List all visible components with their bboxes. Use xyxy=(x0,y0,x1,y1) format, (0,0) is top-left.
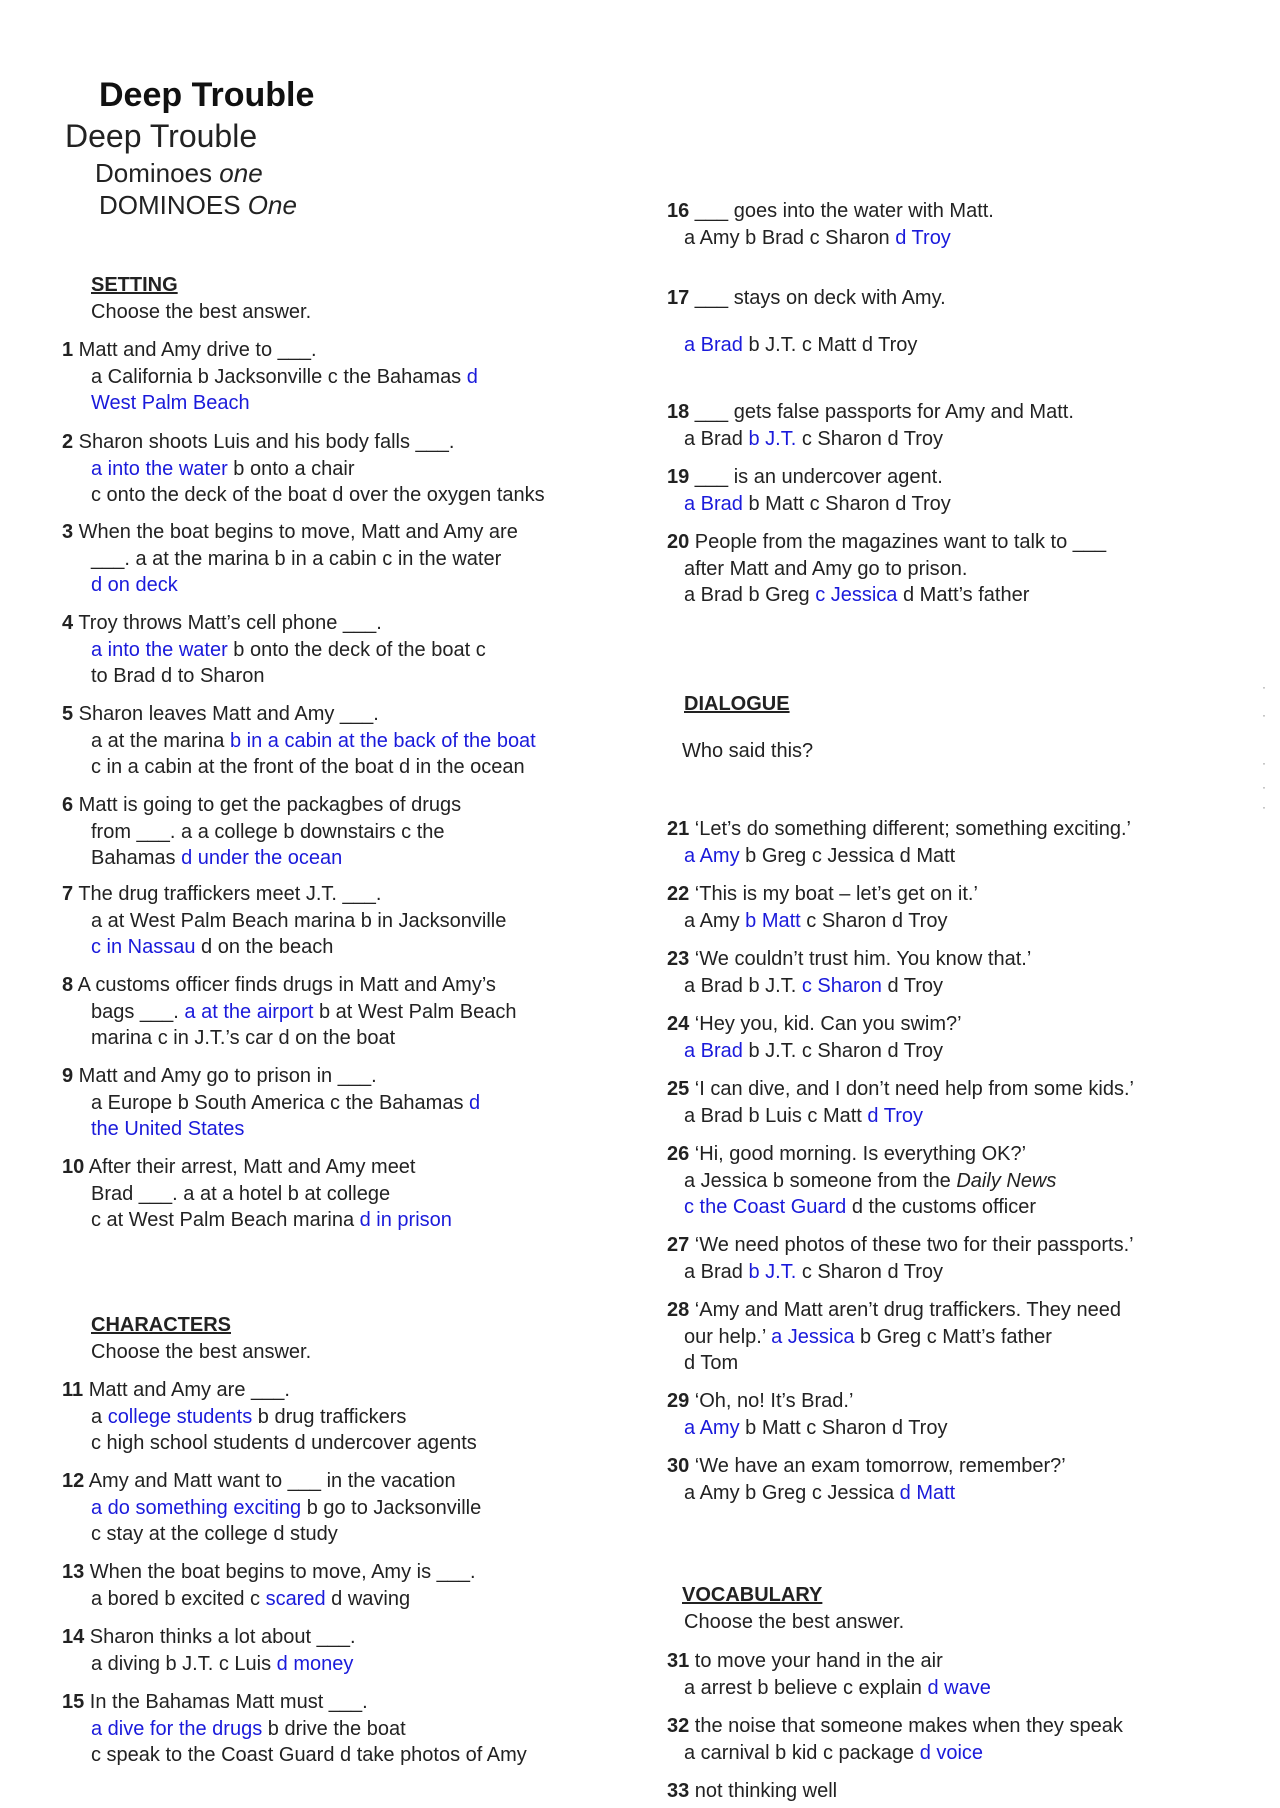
question-stem: not thinking well xyxy=(689,1780,838,1802)
section-setting xyxy=(62,272,622,325)
correct-answer: a into the water xyxy=(91,638,228,661)
section-header: DIALOGUE xyxy=(684,693,790,715)
correct-answer: d Troy xyxy=(895,226,951,249)
question-number: 19 xyxy=(667,466,690,488)
answer-options: c stay at the college d study xyxy=(91,1523,338,1545)
correct-answer: scared xyxy=(265,1587,326,1610)
answer-options: b go to Jacksonville xyxy=(301,1496,482,1519)
question-19 xyxy=(667,464,1227,517)
correct-answer: c the Coast Guard xyxy=(684,1196,847,1218)
answer-options: after Matt and Amy go to prison. xyxy=(684,557,968,580)
question-number: 24 xyxy=(667,1013,690,1035)
question-26 xyxy=(667,1141,1227,1221)
question-30 xyxy=(667,1453,1227,1506)
question-14 xyxy=(62,1624,622,1677)
question-stem: Amy and Matt want to ___ in the vacation xyxy=(84,1470,456,1492)
margin-mark: · xyxy=(1262,800,1266,814)
answer-options: b drug traffickers xyxy=(252,1405,407,1428)
question-number: 28 xyxy=(667,1299,690,1321)
correct-answer: c Jessica xyxy=(815,584,898,606)
question-number: 33 xyxy=(667,1780,690,1802)
section-instructions: Choose the best answer. xyxy=(91,1340,312,1363)
question-3 xyxy=(62,519,622,599)
margin-mark: · xyxy=(1262,756,1266,770)
question-number: 10 xyxy=(62,1156,85,1178)
doc-subtitle: Deep Trouble xyxy=(65,118,258,154)
correct-answer: d wave xyxy=(927,1676,991,1699)
series-text: Dominoes xyxy=(95,158,220,188)
question-number: 12 xyxy=(62,1470,85,1492)
question-number: 31 xyxy=(667,1650,690,1672)
correct-answer: a Amy xyxy=(684,1416,740,1439)
answer-options: b Greg c Jessica d Matt xyxy=(739,844,956,867)
question-number: 23 xyxy=(667,948,690,970)
question-stem: ‘We need photos of these two for their passports.’ xyxy=(689,1234,1134,1256)
question-number: 21 xyxy=(667,818,690,840)
answer-options: b drive the boat xyxy=(262,1717,406,1740)
answer-options: a Europe b South America c the Bahamas xyxy=(91,1091,469,1114)
correct-answer: a Brad xyxy=(684,1039,743,1062)
correct-answer: a into the water xyxy=(91,457,228,480)
question-number: 9 xyxy=(62,1065,74,1087)
question-stem: The drug traffickers meet J.T. ___. xyxy=(73,883,382,905)
answer-options: c speak to the Coast Guard d take photos of Amy xyxy=(91,1744,527,1766)
question-number: 7 xyxy=(62,883,74,905)
answer-options: Brad ___. a at a hotel b at college xyxy=(91,1182,391,1205)
question-number: 6 xyxy=(62,794,74,816)
answer-options: b at West Palm Beach xyxy=(313,1000,517,1023)
question-9 xyxy=(62,1063,622,1143)
answer-options: d Matt’s father xyxy=(897,584,1030,606)
newspaper-name: Daily News xyxy=(956,1169,1057,1192)
question-number: 18 xyxy=(667,401,690,423)
correct-answer: the United States xyxy=(91,1118,245,1140)
question-stem: ‘I can dive, and I don’t need help from some kids.’ xyxy=(689,1078,1134,1100)
question-stem: ___ stays on deck with Amy. xyxy=(689,287,946,309)
question-27 xyxy=(667,1232,1227,1285)
question-22 xyxy=(667,881,1227,934)
question-stem: Matt and Amy go to prison in ___. xyxy=(73,1065,377,1087)
correct-answer: c Sharon xyxy=(801,974,882,997)
answer-options: ___. a at the marina b in a cabin c in the water xyxy=(91,547,502,570)
question-stem: Matt and Amy drive to ___. xyxy=(73,339,317,361)
section-instructions: Who said this? xyxy=(682,739,814,762)
section-header: CHARACTERS xyxy=(91,1314,231,1336)
question-5 xyxy=(62,701,622,781)
answer-options: a Brad b Luis c Matt xyxy=(684,1104,868,1127)
question-16 xyxy=(667,198,1227,251)
question-stem: ___ is an undercover agent. xyxy=(689,466,943,488)
question-number: 13 xyxy=(62,1561,85,1583)
answer-options: d the customs officer xyxy=(846,1196,1037,1218)
question-number: 2 xyxy=(62,431,74,453)
answer-options: Bahamas xyxy=(91,847,182,869)
answer-options: to Brad d to Sharon xyxy=(91,665,265,687)
question-6 xyxy=(62,792,622,872)
section-characters xyxy=(62,1312,622,1365)
question-stem: ‘We have an exam tomorrow, remember?’ xyxy=(689,1455,1066,1477)
question-stem: Matt and Amy are ___. xyxy=(83,1379,290,1401)
correct-answer: d under the ocean xyxy=(181,847,343,869)
correct-answer: a Jessica xyxy=(771,1325,855,1348)
question-number: 5 xyxy=(62,703,74,725)
answer-options: c Sharon d Troy xyxy=(796,1260,944,1283)
margin-mark: · xyxy=(1262,708,1266,722)
correct-answer: a at the airport xyxy=(184,1000,314,1023)
section-instructions: Choose the best answer. xyxy=(91,300,312,323)
correct-answer: d xyxy=(469,1091,481,1114)
question-stem: When the boat begins to move, Matt and Amy are xyxy=(73,521,518,543)
answer-options: c onto the deck of the boat d over the oxygen tanks xyxy=(91,484,545,506)
correct-answer: a do something exciting xyxy=(91,1496,302,1519)
question-stem: When the boat begins to move, Amy is ___. xyxy=(84,1561,476,1583)
doc-title: Deep Trouble xyxy=(99,76,315,114)
question-8 xyxy=(62,972,622,1052)
question-stem: ‘Hey you, kid. Can you swim?’ xyxy=(689,1013,962,1035)
correct-answer: b Matt xyxy=(745,909,801,932)
question-stem: ___ gets false passports for Amy and Matt. xyxy=(689,401,1074,423)
question-stem: ‘Oh, no! It’s Brad.’ xyxy=(689,1390,854,1412)
question-23 xyxy=(667,946,1227,999)
answer-options: c at West Palm Beach marina xyxy=(91,1209,360,1231)
question-number: 11 xyxy=(62,1379,84,1401)
question-number: 3 xyxy=(62,521,74,543)
correct-answer: d voice xyxy=(919,1741,984,1764)
question-31 xyxy=(667,1648,1227,1701)
question-18 xyxy=(667,399,1227,452)
question-25 xyxy=(667,1076,1227,1129)
correct-answer: a Brad xyxy=(684,333,743,356)
answer-options: d Tom xyxy=(684,1352,739,1374)
answer-options: c high school students d undercover agents xyxy=(91,1432,477,1454)
answer-options: a xyxy=(91,1405,108,1428)
question-20 xyxy=(667,529,1227,609)
answer-options: b onto a chair xyxy=(227,457,355,480)
question-number: 15 xyxy=(62,1691,85,1713)
correct-answer: a Amy xyxy=(684,844,740,867)
answer-options: a Amy xyxy=(684,909,746,932)
question-10 xyxy=(62,1154,622,1234)
question-stem: Sharon leaves Matt and Amy ___. xyxy=(73,703,379,725)
answer-options: a bored b excited c xyxy=(91,1587,266,1610)
answer-options: a Amy b Greg c Jessica xyxy=(684,1481,900,1504)
answer-options: b J.T. c Sharon d Troy xyxy=(742,1039,944,1062)
answer-options: b Matt c Sharon d Troy xyxy=(742,492,951,515)
question-7 xyxy=(62,881,622,961)
question-number: 30 xyxy=(667,1455,690,1477)
question-number: 32 xyxy=(667,1715,690,1737)
correct-answer: c in Nassau xyxy=(91,936,196,958)
question-stem: ___ goes into the water with Matt. xyxy=(689,200,994,222)
question-number: 16 xyxy=(667,200,690,222)
answer-options: a at West Palm Beach marina b in Jacksonville xyxy=(91,909,507,932)
correct-answer: d on deck xyxy=(91,574,178,596)
series-caps-level: One xyxy=(247,190,297,220)
answer-options: a arrest b believe c explain xyxy=(684,1676,928,1699)
correct-answer: West Palm Beach xyxy=(91,392,250,414)
answer-options: d waving xyxy=(325,1587,411,1610)
question-stem: Sharon shoots Luis and his body falls ___. xyxy=(73,431,455,453)
question-stem: In the Bahamas Matt must ___. xyxy=(84,1691,368,1713)
question-stem: ‘This is my boat – let’s get on it.’ xyxy=(689,883,978,905)
question-number: 14 xyxy=(62,1626,85,1648)
series-title-caps xyxy=(99,190,297,221)
answer-options: a Brad xyxy=(684,1260,749,1283)
answer-options: a at the marina xyxy=(91,729,230,752)
answer-options: c in a cabin at the front of the boat d in the ocean xyxy=(91,756,525,778)
series-caps-text: DOMINOES xyxy=(99,190,248,220)
question-4 xyxy=(62,610,622,690)
answer-options: d on the beach xyxy=(195,936,334,958)
question-stem: to move your hand in the air xyxy=(689,1650,943,1672)
answer-options: a Brad b J.T. xyxy=(684,974,802,997)
correct-answer: d money xyxy=(276,1652,354,1675)
question-stem: the noise that someone makes when they speak xyxy=(689,1715,1123,1737)
answer-options: from ___. a a college b downstairs c the xyxy=(91,820,445,843)
answer-options: marina c in J.T.’s car d on the boat xyxy=(91,1027,396,1049)
answer-options: b Matt c Sharon d Troy xyxy=(739,1416,948,1439)
answer-options: b Greg c Matt’s father xyxy=(854,1325,1052,1348)
question-number: 26 xyxy=(667,1143,690,1165)
question-number: 17 xyxy=(667,287,690,309)
answer-options: c Sharon d Troy xyxy=(796,427,944,450)
question-number: 25 xyxy=(667,1078,690,1100)
question-stem: ‘Hi, good morning. Is everything OK?’ xyxy=(689,1143,1027,1165)
question-2 xyxy=(62,429,622,509)
correct-answer: d in prison xyxy=(359,1209,452,1231)
answer-options: our help.’ xyxy=(684,1325,772,1348)
question-28 xyxy=(667,1297,1227,1377)
section-header: VOCABULARY xyxy=(682,1584,823,1606)
correct-answer: b in a cabin at the back of the boat xyxy=(229,729,536,752)
question-17 xyxy=(667,285,1227,358)
question-stem: ‘Let’s do something different; something exciting.’ xyxy=(689,818,1131,840)
correct-answer: a Brad xyxy=(684,492,743,515)
correct-answer: d xyxy=(466,365,478,388)
answer-options: a Brad xyxy=(684,427,749,450)
question-stem: Troy throws Matt’s cell phone ___. xyxy=(73,612,382,634)
answer-options: a Jessica b someone from the xyxy=(684,1169,957,1192)
question-number: 20 xyxy=(667,531,690,553)
question-24 xyxy=(667,1011,1227,1064)
question-stem: After their arrest, Matt and Amy meet xyxy=(84,1156,416,1178)
question-12 xyxy=(62,1468,622,1548)
question-1 xyxy=(62,337,622,417)
correct-answer: b J.T. xyxy=(748,427,797,450)
question-33 xyxy=(667,1778,1227,1805)
series-title xyxy=(95,158,263,189)
answer-options: b J.T. c Matt d Troy xyxy=(742,333,918,356)
answer-options: c Sharon d Troy xyxy=(800,909,948,932)
margin-mark: · xyxy=(1262,780,1266,794)
question-32 xyxy=(667,1713,1227,1766)
answer-options: a diving b J.T. c Luis xyxy=(91,1652,277,1675)
answer-options: a California b Jacksonville c the Bahamas xyxy=(91,365,467,388)
question-stem: Matt is going to get the packagbes of drugs xyxy=(73,794,462,816)
question-number: 22 xyxy=(667,883,690,905)
correct-answer: a dive for the drugs xyxy=(91,1717,263,1740)
answer-options: a Brad b Greg xyxy=(684,584,816,606)
section-header: SETTING xyxy=(91,274,178,296)
question-number: 8 xyxy=(62,974,74,996)
question-13 xyxy=(62,1559,622,1612)
question-number: 27 xyxy=(667,1234,690,1256)
correct-answer: d Troy xyxy=(867,1104,923,1127)
question-stem: ‘We couldn’t trust him. You know that.’ xyxy=(689,948,1032,970)
answer-options: bags ___. xyxy=(91,1000,185,1023)
answer-options: a Amy b Brad c Sharon xyxy=(684,226,896,249)
correct-answer: college students xyxy=(107,1405,253,1428)
correct-answer: b J.T. xyxy=(748,1260,797,1283)
series-level: one xyxy=(219,158,263,188)
margin-mark: · xyxy=(1262,680,1266,694)
question-number: 4 xyxy=(62,612,74,634)
question-29 xyxy=(667,1388,1227,1441)
answer-options: b onto the deck of the boat c xyxy=(227,638,486,661)
question-11 xyxy=(62,1377,622,1457)
question-number: 29 xyxy=(667,1390,690,1412)
question-stem: A customs officer finds drugs in Matt and Amy’s xyxy=(73,974,496,996)
correct-answer: d Matt xyxy=(899,1481,956,1504)
question-stem: ‘Amy and Matt aren’t drug traffickers. They need xyxy=(689,1299,1121,1321)
section-vocabulary xyxy=(667,1582,1227,1635)
section-instructions: Choose the best answer. xyxy=(684,1610,905,1633)
section-dialogue xyxy=(667,691,1227,764)
answer-options: a carnival b kid c package xyxy=(684,1741,920,1764)
question-number: 1 xyxy=(62,339,74,361)
question-21 xyxy=(667,816,1227,869)
question-stem: People from the magazines want to talk to ___ xyxy=(689,531,1107,553)
answer-options: d Troy xyxy=(881,974,944,997)
question-15 xyxy=(62,1689,622,1769)
question-stem: Sharon thinks a lot about ___. xyxy=(84,1626,356,1648)
